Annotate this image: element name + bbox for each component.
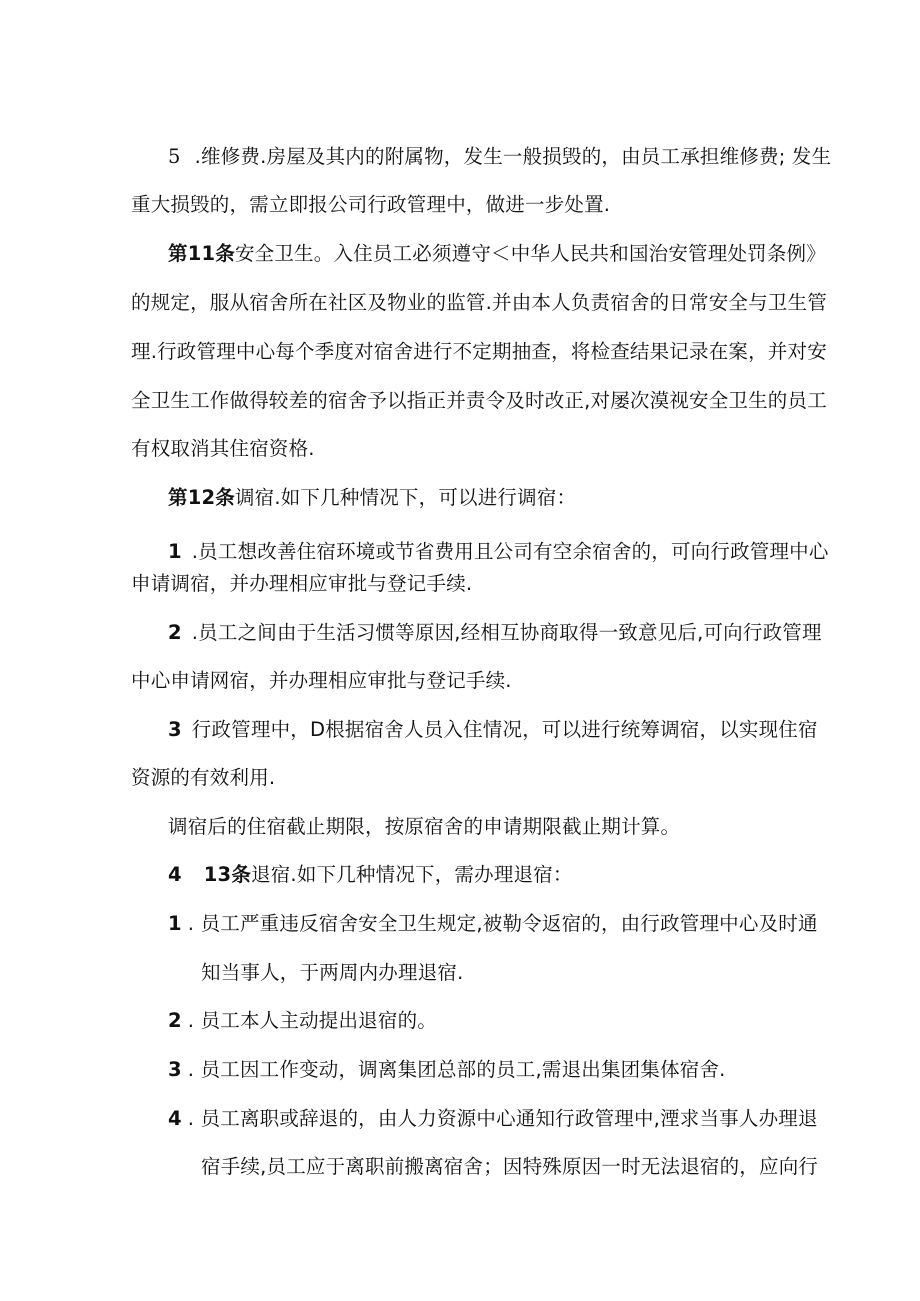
- item-number: 3: [168, 1058, 182, 1081]
- article-13-heading: 4 13条退宿.如下几种情况下，需办理退宿：: [168, 861, 573, 889]
- item-13-4-line2: 宿手续,员工应于离职前搬离宿舍；因特殊原因一时无法退宿的，应向行: [201, 1155, 819, 1178]
- article-11-line1: 第11条安全卫生。入住员工必须遵守＜中华人民共和国治安管理处罚条例》: [168, 242, 826, 265]
- article-11-line4: 全卫生工作做得较差的宿舍予以指正并责令及时改正,对屡次漠视安全卫生的员工: [131, 389, 827, 412]
- item-number: 2: [168, 1009, 182, 1032]
- article-11-line5: 有权取消其住宿资格.: [131, 437, 315, 460]
- item-13-3-line1: 3 . 员工因工作变动，调离集团总部的员工,需退出集团集体宿舍.: [168, 1056, 726, 1084]
- item-12-3-line1: 3 行政管理中，D根据宿舍人员入住情况，可以进行统筹调宿，以实现住宿: [168, 716, 818, 744]
- item-12-1-line1: 1 .员工想改善住宿环境或节省费用且公司有空余宿舍的，可向行政管理中心: [168, 538, 829, 566]
- item-13-4-line1: 4 . 员工离职或辞退的，由人力资源中心通知行政管理中,湮求当事人办理退: [168, 1105, 818, 1133]
- item-12-2-line2: 中心申请网宿，并办理相应审批与登记手续.: [131, 669, 512, 692]
- item-12-2-line1: 2 .员工之间由于生活习惯等原因,经相互协商取得一致意见后,可向行政管理: [168, 619, 822, 647]
- para-5-line2: 重大损毁的，需立即报公司行政管理中，做进一步处置.: [131, 193, 611, 216]
- item-number: 1: [168, 912, 182, 935]
- item-12-1-line2: 申请调宿，并办理相应审批与登记手续.: [131, 572, 473, 595]
- item-number: 5: [168, 145, 181, 168]
- item-number: 2: [168, 621, 182, 644]
- para-5-line1: 5 .维修费.房屋及其内的附属物，发生一般损毁的，由员工承担维修费; 发生: [168, 143, 831, 171]
- article-number: 13条: [203, 863, 252, 886]
- item-number: 4: [168, 863, 182, 886]
- article-11-line3: 理.行政管理中心每个季度对宿舍进行不定期抽查，将检查结果记录在案，并对安: [131, 340, 827, 363]
- item-number: 4: [168, 1107, 182, 1130]
- article-12-heading: 第12条调宿.如下几种情况下，可以进行调宿：: [168, 486, 577, 509]
- stay-period-note: 调宿后的住宿截止期限，按原宿舍的申请期限截止期计算。: [168, 815, 681, 838]
- item-12-3-line2: 资源的有效利用.: [131, 766, 276, 789]
- item-13-1-line2: 知当事人，于两周内办理退宿.: [201, 961, 464, 984]
- article-number: 第11条: [168, 242, 235, 265]
- item-number: 1: [168, 540, 182, 563]
- item-number: 3: [168, 718, 182, 741]
- article-11-line2: 的规定，服从宿舍所在社区及物业的监管.并由本人负责宿舍的日常安全与卫生管: [131, 291, 827, 314]
- item-13-2-line1: 2 . 员工本人主动提出退宿的。: [168, 1007, 437, 1035]
- item-13-1-line1: 1 . 员工严重违反宿舍安全卫生规定,被勒令返宿的，由行政管理中心及时通: [168, 910, 818, 938]
- article-number: 第12条: [168, 486, 235, 509]
